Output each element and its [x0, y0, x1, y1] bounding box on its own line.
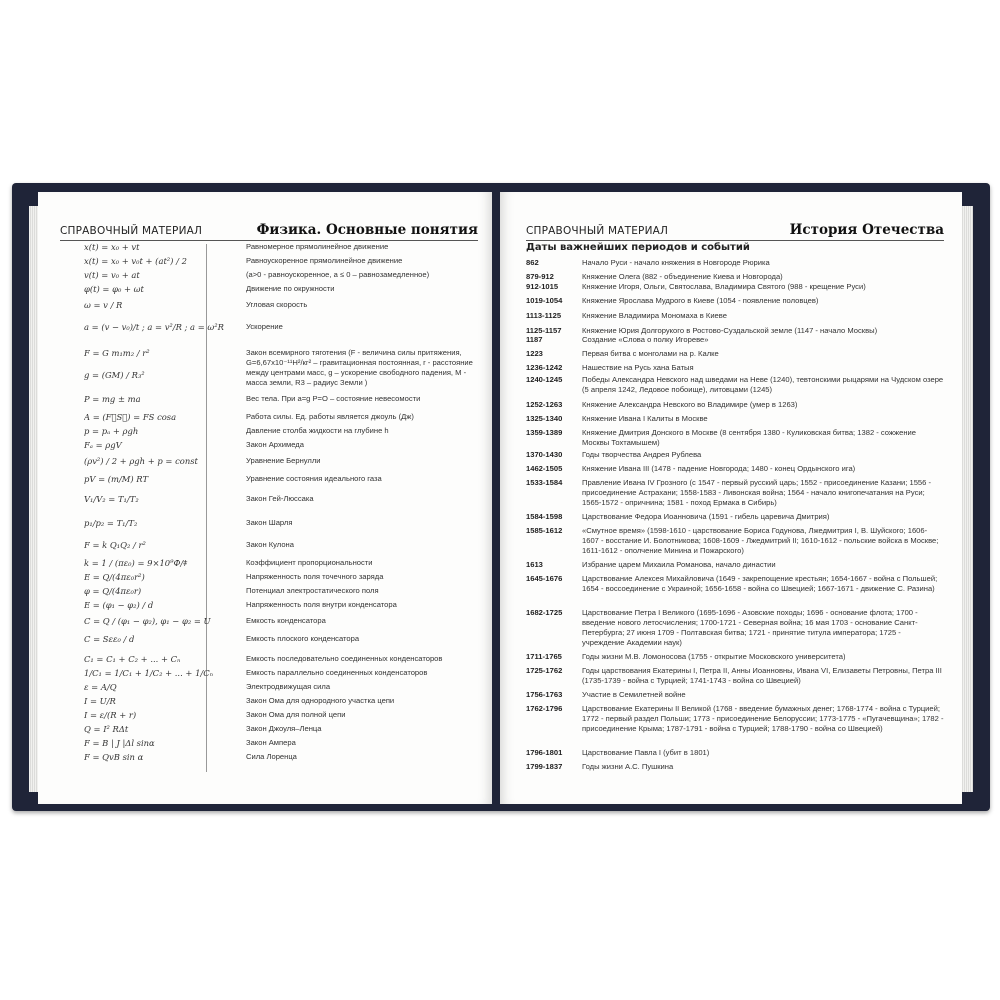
physics-formula: I = U/R [84, 696, 116, 706]
physics-formula: φ(t) = φ₀ + ωt [84, 284, 144, 294]
physics-description: (a>0 - равноускоренное, a ≤ 0 – равнозамедленное) [246, 270, 430, 279]
left-header-title: Физика. Основные понятия [256, 222, 478, 238]
physics-description: Закон всемирного тяготения (F - величина силы притяжения, G=6,67x10⁻¹¹Н²/кг² – гравитационная постоянная, r - расстояние между центрами масс, g – ускорение свободного падения, M - масса земли, R3 – радиус Земли ) [246, 348, 473, 387]
history-date: 879-912 912-1015 [526, 272, 559, 291]
physics-description: Уравнение состояния идеального газа [246, 474, 382, 483]
physics-description: Равноускоренное прямолинейное движение [246, 256, 403, 265]
history-event: Княжение Дмитрия Донского в Москве (8 сентября 1380 - Куликовская битва; 1382 - сожжение Москвы Тохтамышем) [582, 428, 916, 447]
physics-description: Закон Ампера [246, 738, 296, 747]
history-date: 1359-1389 [526, 428, 563, 437]
physics-formula: Q = I² RΔt [84, 724, 129, 734]
page-edges-right [961, 206, 973, 792]
history-event: Царствование Павла I (убит в 1801) [582, 748, 710, 757]
physics-formula: a = (v − v₀)/t ; a = v²/R ; a = ω²R [84, 322, 224, 332]
physics-description: Равномерное прямолинейное движение [246, 242, 389, 251]
physics-description: Движение по окружности [246, 284, 335, 293]
history-date: 1223 [526, 349, 543, 358]
history-event: Нашествие на Русь хана Батыя [582, 363, 694, 372]
physics-description: Потенциал электростатического поля [246, 586, 379, 595]
physics-description: Закон Ома для однородного участка цепи [246, 696, 395, 705]
physics-formula: φ = Q/(4πε₀r) [84, 586, 142, 596]
history-date: 1796-1801 [526, 748, 563, 757]
physics-formula: E = (φ₁ − φ₂) / d [84, 600, 154, 610]
physics-formula: Fₐ = ρgV [84, 440, 122, 450]
physics-description: Сила Лоренца [246, 752, 297, 761]
physics-formula: k = 1 / (πε₀) = 9×10⁹Ф/ǂ [84, 558, 188, 568]
physics-description: Ускорение [246, 322, 283, 331]
history-section-title: Даты важнейших периодов и событий [526, 242, 750, 253]
history-event: Княжение Ярослава Мудрого в Киеве (1054 - появление половцев) [582, 296, 819, 305]
physics-description: Электродвижущая сила [246, 682, 331, 691]
history-date: 1613 [526, 560, 543, 569]
history-event: Годы жизни А.С. Пушкина [582, 762, 674, 771]
physics-formula: C = Sεε₀ / d [84, 634, 135, 644]
history-date: 1584-1598 [526, 512, 563, 521]
physics-description: Закон Кулона [246, 540, 294, 549]
physics-formula: v(t) = v₀ + at [84, 270, 140, 280]
history-event: Годы творчества Андрея Рублева [582, 450, 702, 459]
left-page [38, 192, 492, 804]
history-date: 1325-1340 [526, 414, 563, 423]
physics-formula: P = mg ± ma [84, 394, 141, 404]
history-date: 1240-1245 [526, 375, 563, 384]
physics-formula: pV = (m/M) RT [84, 474, 149, 484]
physics-description: Напряженность поля точечного заряда [246, 572, 384, 581]
history-event: Княжение Александра Невского во Владимире (умер в 1263) [582, 400, 798, 409]
history-date: 1585-1612 [526, 526, 563, 535]
physics-description: Уравнение Бернулли [246, 456, 321, 465]
physics-description: Давление столба жидкости на глубине h [246, 426, 389, 435]
history-date: 1533-1584 [526, 478, 563, 487]
physics-description: Закон Ома для полной цепи [246, 710, 346, 719]
physics-description: Работа силы. Ед. работы является джоуль (Дж) [246, 412, 414, 421]
physics-formula: ε = A/Q [84, 682, 117, 692]
physics-formula: x(t) = x₀ + v₀t + (at²) / 2 [84, 256, 187, 266]
history-date: 1645-1676 [526, 574, 563, 583]
physics-formula: F = B | J |Δl sinα [84, 738, 155, 748]
physics-formula: F = G m₁m₂ / r² [84, 348, 150, 358]
physics-formula: I = ε/(R + r) [84, 710, 137, 720]
history-date: 1711-1765 [526, 652, 562, 661]
physics-description: Емкость параллельно соединенных конденсаторов [246, 668, 428, 677]
history-date: 1125-1157 [526, 326, 562, 335]
history-event: Княжение Олега (882 - объединение Киева и Новгорода) Княжение Игоря, Ольги, Святослава, Владимира Святого (988 - крещение Руси) [582, 272, 866, 291]
history-event: Первая битва с монголами на р. Калке [582, 349, 719, 358]
physics-formula: 1/C₁ = 1/C₁ + 1/C₂ + ... + 1/Cₙ [84, 668, 214, 678]
physics-description: Коэффициент пропорциональности [246, 558, 373, 567]
physics-description: Закон Архимеда [246, 440, 304, 449]
history-date: 1236-1242 [526, 363, 563, 372]
physics-formula: p₁/p₂ = T₁/T₂ [84, 518, 138, 528]
history-event: Годы царствования Екатерины I, Петра II, Анны Иоанновны, Ивана VI, Елизаветы Петровны, Петра III (1735-1739 - война с Турцией; 1741-1743 - война со Швецией) [582, 666, 942, 685]
history-event: Царствование Федора Иоанновича (1591 - гибель царевича Дмитрия) [582, 512, 830, 521]
history-event: Княжение Юрия Долгорукого в Ростово-Суздальской земле (1147 - начало Москвы) [582, 326, 878, 335]
history-date: 1725-1762 [526, 666, 563, 675]
history-event: Княжение Ивана III (1478 - падение Новгорода; 1480 - конец Ордынского ига) [582, 464, 856, 473]
history-date: 1187 [526, 335, 543, 344]
physics-formula: E = Q/(4πε₀r²) [84, 572, 145, 582]
history-event: Царствование Екатерины II Великой (1768 - введение бумажных денег; 1768-1774 - война с Турцией; 1772 - первый раздел Польши; 1773 - присоединение Белоруссии; 1773-1775 - «Пугачевщина»; 1782 - присоединение Крыма; 1787-1791 - война с Турцией; 1788-1790 - война со Швецией) [582, 704, 944, 733]
history-event: Княжение Владимира Мономаха в Киеве [582, 311, 727, 320]
history-date: 1799-1837 [526, 762, 563, 771]
physics-description: Емкость конденсатора [246, 616, 326, 625]
history-event: «Смутное время» (1598-1610 - царствование Бориса Годунова, Лжедмитрия I, В. Шуйского; 1606-1607 - восстание И. Болотникова; 1608-1609 - Лжедмитрий II; 1610-1612 - польские войска в Москве; 1611-1612 - ополчение Минина и Пожарского) [582, 526, 939, 555]
history-date: 1113-1125 [526, 311, 562, 320]
physics-formula: V₁/V₂ = T₁/T₂ [84, 494, 139, 504]
history-event: Годы жизни М.В. Ломоносова (1755 - открытие Московского университета) [582, 652, 846, 661]
physics-formula: x(t) = x₀ + vt [84, 242, 140, 252]
physics-formula: g = (GM) / R₃² [84, 370, 145, 380]
history-event: Начало Руси - начало княжения в Новгороде Рюрика [582, 258, 770, 267]
physics-formula: (ρv²) / 2 + ρgh + p = const [84, 456, 198, 466]
history-event: Правление Ивана IV Грозного (с 1547 - первый русский царь; 1552 - присоединение Казани; 1556 - присоединение Астрахани; 1558-1583 - Ливонская война; 1564 - начало книгопечатания на Руси; 1565-1572 - опричнина; 1581 - поход Ермака в Сибирь) [582, 478, 932, 507]
history-event: Царствование Петра I Великого (1695-1696 - Азовские походы; 1696 - основание флота; 1700 - введение нового летосчисления; 1700-1721 - Северная война; 16 мая 1703 - основание Санкт-Петербурга; 27 июня 1709 - Полтавская битва; 1721 - принятие титула императора; 1725 - учреждение Академии наук) [582, 608, 918, 647]
history-date: 1462-1505 [526, 464, 563, 473]
history-event: Победы Александра Невского над шведами на Неве (1240), тевтонскими рыцарями на Чудском озере (5 апреля 1242, Ледовое побоище), литовцами (1245) [582, 375, 944, 394]
physics-description: Закон Шарля [246, 518, 293, 527]
physics-description: Закон Джоуля–Ленца [246, 724, 322, 733]
physics-description: Емкость последовательно соединенных конденсаторов [246, 654, 443, 663]
history-event: Создание «Слова о полку Игореве» [582, 335, 709, 344]
physics-formula: F = QvB sin α [84, 752, 144, 762]
history-date: 862 [526, 258, 539, 267]
right-header-title: История Отечества [789, 222, 944, 238]
right-header-label: СПРАВОЧНЫЙ МАТЕРИАЛ [526, 225, 669, 237]
history-date: 1019-1054 [526, 296, 563, 305]
left-header-label: СПРАВОЧНЫЙ МАТЕРИАЛ [60, 225, 203, 237]
history-date: 1756-1763 [526, 690, 563, 699]
physics-formula: C₁ = C₁ + C₂ + ... + Cₙ [84, 654, 181, 664]
history-event: Царствование Алексея Михайловича (1649 - закрепощение крестьян; 1654-1667 - война с Польшей; 1654 - воссоединение с Украиной; 1656-1658 - война со Швецией; 1667-1671 - движение С. Разина) [582, 574, 938, 593]
history-event: Избрание царем Михаила Романова, начало династии [582, 560, 776, 569]
physics-description: Закон Гей-Люссака [246, 494, 314, 503]
physics-formula: ω = v / R [84, 300, 123, 310]
physics-formula: F = k Q₁Q₂ / r² [84, 540, 146, 550]
history-date: 1370-1430 [526, 450, 563, 459]
history-date: 1762-1796 [526, 704, 563, 713]
physics-description: Угловая скорость [246, 300, 308, 309]
physics-description: Емкость плоского конденсатора [246, 634, 360, 643]
history-event: Княжение Ивана I Калиты в Москве [582, 414, 708, 423]
left-page-header [60, 218, 478, 241]
physics-formula: C = Q / (φ₁ − φ₂), φ₁ − φ₂ = U [84, 616, 211, 626]
right-page-header [526, 218, 944, 241]
physics-description: Вес тела. При a=g P=O – состояние невесомости [246, 394, 421, 403]
history-date: 1252-1263 [526, 400, 563, 409]
history-date: 1682-1725 [526, 608, 563, 617]
right-page [500, 192, 962, 804]
physics-formula: A = (F⃗S⃗) = FS cosa [84, 412, 177, 422]
history-event: Участие в Семилетней войне [582, 690, 686, 699]
physics-formula: p = pₐ + ρgh [84, 426, 139, 436]
physics-description: Напряженность поля внутри конденсатора [246, 600, 397, 609]
